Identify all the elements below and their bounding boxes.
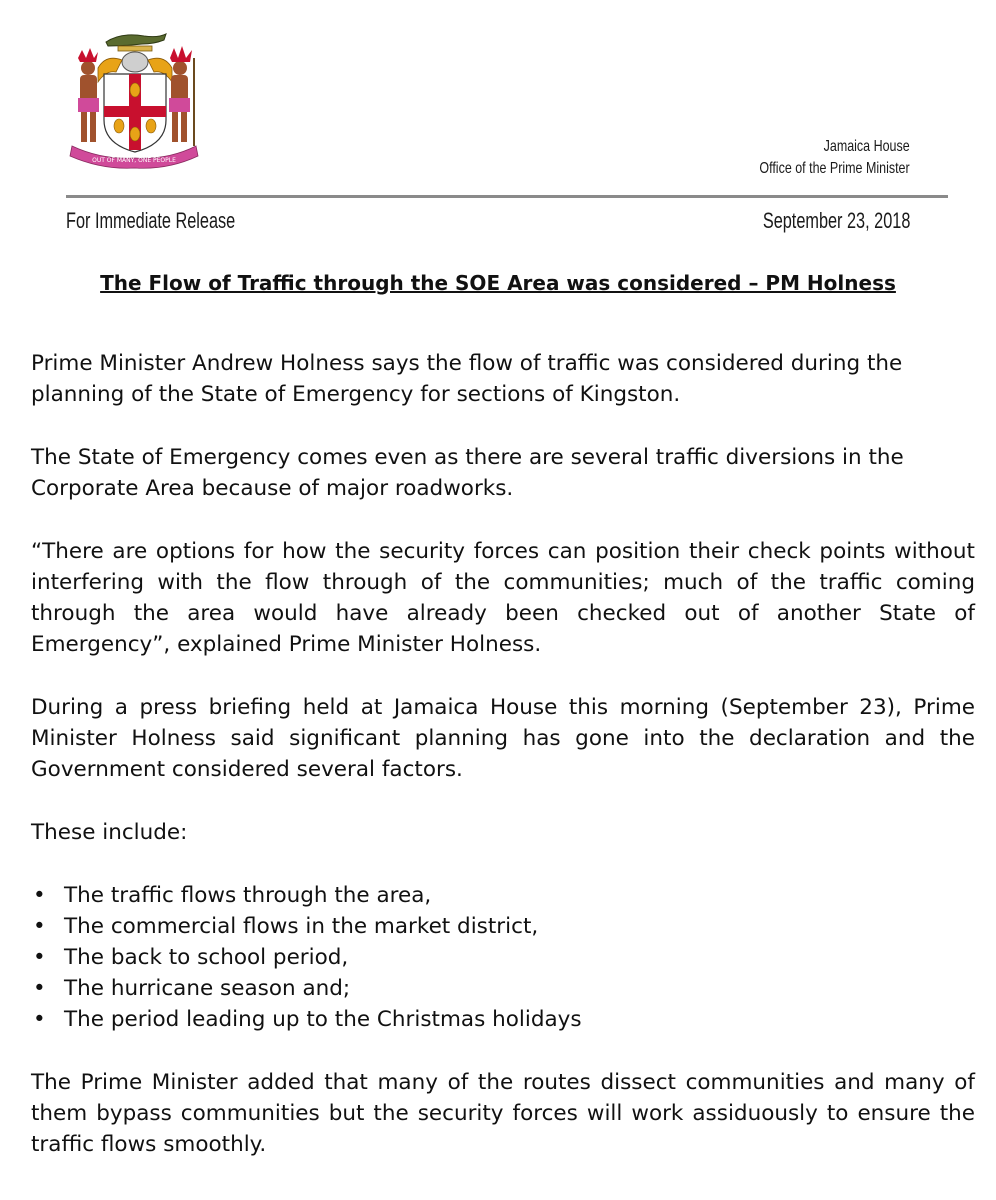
office-line-jamaica-house: Jamaica House — [823, 138, 910, 155]
press-release-title: The Flow of Traffic through the SOE Area was considered – PM Holness — [100, 271, 896, 295]
list-item: • The commercial flows in the market district, — [31, 911, 975, 942]
paragraph-2: The State of Emergency comes even as there are several traffic diversions in the Corporate Area because of major roadworks. — [31, 445, 904, 501]
office-line-opm: Office of the Prime Minister — [759, 160, 910, 177]
bullet-icon: • — [33, 883, 46, 908]
release-date: September 23, 2018 — [762, 208, 910, 233]
list-item: • The traffic flows through the area, — [31, 880, 975, 911]
bullet-icon: • — [33, 1007, 46, 1032]
list-item: • The period leading up to the Christmas holidays — [31, 1004, 975, 1035]
paragraph-5: These include: — [31, 820, 188, 845]
emblem-motto: OUT OF MANY, ONE PEOPLE — [92, 157, 176, 164]
paragraph-4: During a press briefing held at Jamaica House this morning (September 23), Prime Minister Holness said significant planning has gone into the declaration and the Government considered several factors. — [31, 695, 975, 782]
list-item: • The back to school period, — [31, 942, 975, 973]
office-address — [760, 136, 910, 180]
paragraph-1: Prime Minister Andrew Holness says the flow of traffic was considered during the planning of the State of Emergency for sections of Kingston. — [31, 351, 903, 407]
press-release-body — [31, 348, 975, 1192]
paragraph-6: The Prime Minister added that many of the routes dissect communities and many of them bypass communities but the security forces will work assiduously to ensure the traffic flows smoothly. — [31, 1070, 975, 1157]
paragraph-3: “There are options for how the security forces can position their check points without interfering with the flow through of the communities; much of the traffic coming through the area would have already been checked out of another State of Emergency”, explained Prime Minister Holness. — [31, 539, 975, 657]
factors-list — [31, 880, 975, 1035]
coat-of-arms-emblem — [66, 28, 202, 170]
bullet-icon: • — [33, 976, 46, 1001]
bullet-icon: • — [33, 914, 46, 939]
bullet-icon: • — [33, 945, 46, 970]
release-label: For Immediate Release — [66, 208, 236, 233]
header-divider — [66, 195, 948, 198]
list-item: • The hurricane season and; — [31, 973, 975, 1004]
